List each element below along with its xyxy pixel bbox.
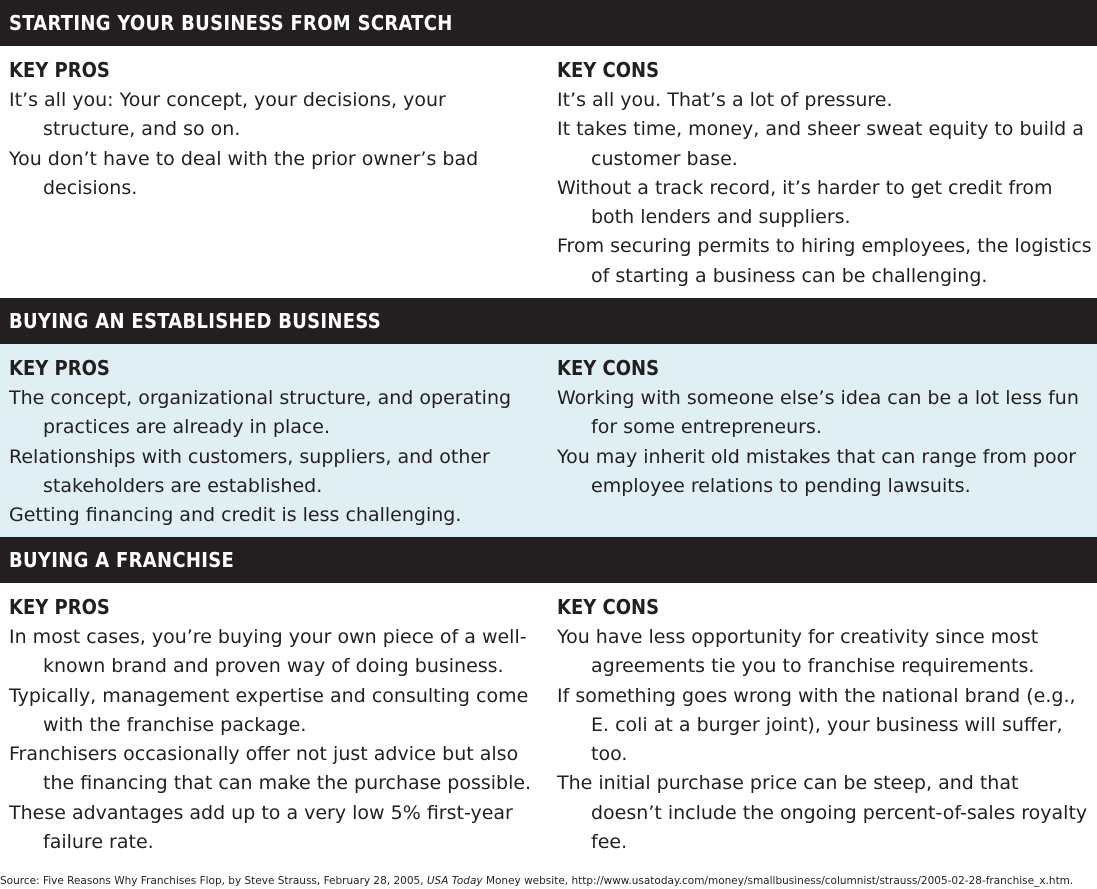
cons-list: [557, 86, 1092, 291]
cons-heading: KEY CONS: [557, 58, 660, 82]
list-item: Without a track record, it’s harder to get credit from both lenders and suppliers.: [557, 176, 1053, 229]
source-publication: USA Today: [426, 875, 483, 887]
list-item: You have less opportunity for creativity since most agreements tie you to franchise requirements.: [557, 626, 1039, 678]
pros-heading: KEY PROS: [9, 356, 110, 380]
cons-column: [557, 354, 1092, 501]
list-item: In most cases, you’re buying your own piece of a well-known brand and proven way of doing business.: [9, 626, 527, 678]
list-item: From securing permits to hiring employees, the logistics of starting a business can be challenging.: [557, 235, 1092, 287]
list-item: You don’t have to deal with the prior owner’s bad decisions.: [9, 147, 479, 199]
pros-list: [9, 623, 539, 857]
source-citation: [0, 874, 1073, 888]
section-title: BUYING A FRANCHISE: [9, 548, 235, 572]
section-body-scratch: [0, 46, 1097, 298]
list-item: These advantages add up to a very low 5% first-year failure rate.: [9, 801, 513, 854]
pros-column: [9, 56, 539, 203]
list-item: Relationships with customers, suppliers, and other stakeholders are established.: [9, 445, 490, 497]
section-body-established: [0, 344, 1097, 537]
pros-list: [9, 86, 539, 203]
list-item: If something goes wrong with the national brand (e.g., E. coli at a burger joint), your business will suffer, too.: [557, 684, 1076, 766]
list-item: Working with someone else’s idea can be a lot less fun for some entrepreneurs.: [557, 387, 1079, 439]
list-item: It’s all you: Your concept, your decisions, your structure, and so on.: [9, 89, 446, 141]
pros-column: [9, 593, 539, 857]
cons-list: [557, 384, 1092, 501]
list-item: The initial purchase price can be steep, and that doesn’t include the ongoing percent-of-sales royalty fee.: [557, 772, 1088, 854]
source-prefix: Source: Five Reasons Why Franchises Flop, by Steve Strauss, February 28, 2005,: [0, 875, 427, 887]
source-suffix: Money website, http://www.usatoday.com/money/smallbusiness/columnist/strauss/2005-02-28-franchise_x.htm.: [482, 875, 1074, 887]
cons-column: [557, 56, 1092, 291]
list-item: Typically, management expertise and consulting come with the franchise package.: [9, 684, 529, 736]
pros-column: [9, 354, 539, 530]
list-item: It’s all you. That’s a lot of pressure.: [557, 89, 893, 111]
cons-heading: KEY CONS: [557, 595, 660, 619]
pros-heading: KEY PROS: [9, 58, 110, 82]
list-item: Franchisers occasionally offer not just advice but also the financing that can make the purchase possible.: [9, 743, 532, 795]
list-item: The concept, organizational structure, and operating practices are already in place.: [9, 387, 512, 439]
pros-heading: KEY PROS: [9, 595, 110, 619]
section-header-franchise: [0, 537, 1097, 583]
list-item: It takes time, money, and sheer sweat equity to build a customer base.: [557, 118, 1084, 170]
list-item: Getting financing and credit is less challenging.: [9, 504, 462, 527]
section-body-franchise: [0, 583, 1097, 871]
cons-column: [557, 593, 1092, 857]
list-item: You may inherit old mistakes that can range from poor employee relations to pending lawsuits.: [557, 445, 1077, 497]
cons-heading: KEY CONS: [557, 356, 660, 380]
section-title: BUYING AN ESTABLISHED BUSINESS: [9, 309, 381, 333]
pros-list: [9, 384, 539, 530]
cons-list: [557, 623, 1092, 857]
section-header-established: [0, 298, 1097, 344]
section-title: STARTING YOUR BUSINESS FROM SCRATCH: [9, 11, 453, 35]
section-header-scratch: [0, 0, 1097, 46]
